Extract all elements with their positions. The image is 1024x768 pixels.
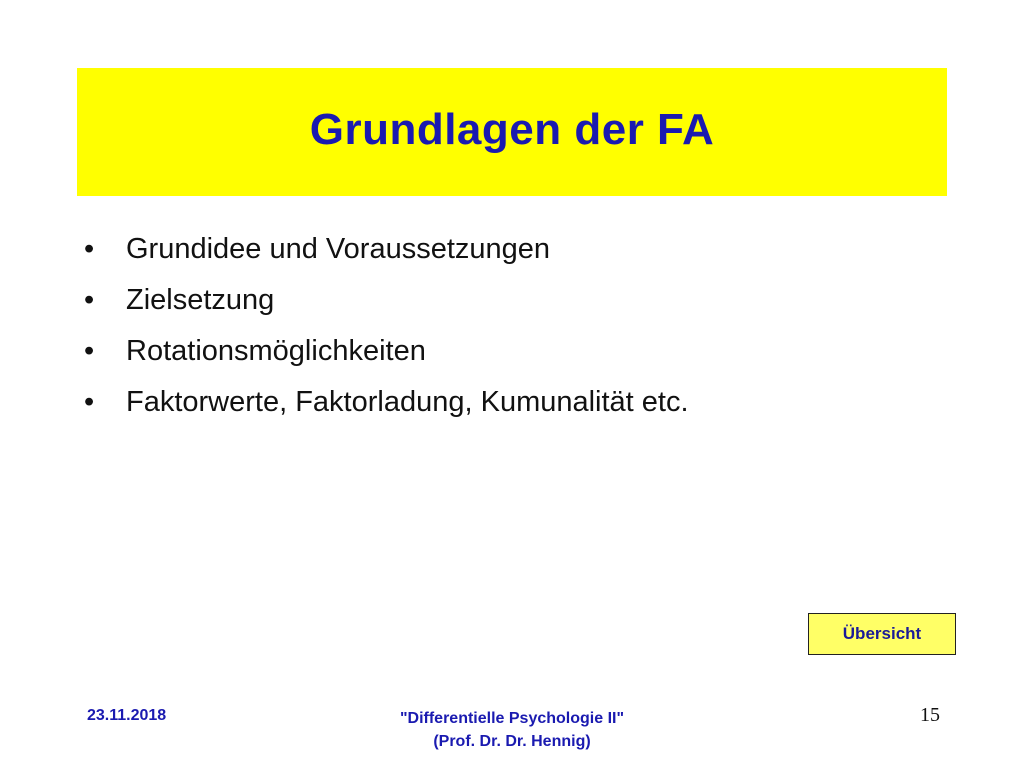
bullet-list	[84, 224, 689, 428]
bullet-item	[84, 377, 689, 428]
bullet-icon: •	[84, 233, 95, 265]
footer-course-lecturer: (Prof. Dr. Dr. Hennig)	[433, 733, 591, 750]
bullet-text: Rotationsmöglichkeiten	[126, 335, 426, 367]
overview-button[interactable]	[808, 613, 956, 655]
bullet-item	[84, 275, 689, 326]
bullet-text: Zielsetzung	[126, 284, 275, 316]
overview-button-label: Übersicht	[842, 624, 922, 643]
bullet-text: Faktorwerte, Faktorladung, Kumunalität etc.	[126, 386, 689, 418]
bullet-item	[84, 326, 689, 377]
footer-course-title: "Differentielle Psychologie II"	[399, 710, 625, 727]
footer-course-info	[340, 707, 684, 753]
footer-date: 23.11.2018	[87, 707, 167, 724]
slide-title: Grundlagen der FA	[309, 105, 715, 154]
bullet-icon: •	[84, 284, 95, 316]
title-banner	[77, 68, 947, 196]
bullet-text: Grundidee und Voraussetzungen	[126, 233, 551, 265]
bullet-icon: •	[84, 335, 95, 367]
bullet-icon: •	[84, 386, 95, 418]
bullet-item	[84, 224, 689, 275]
page-number: 15	[920, 704, 940, 726]
